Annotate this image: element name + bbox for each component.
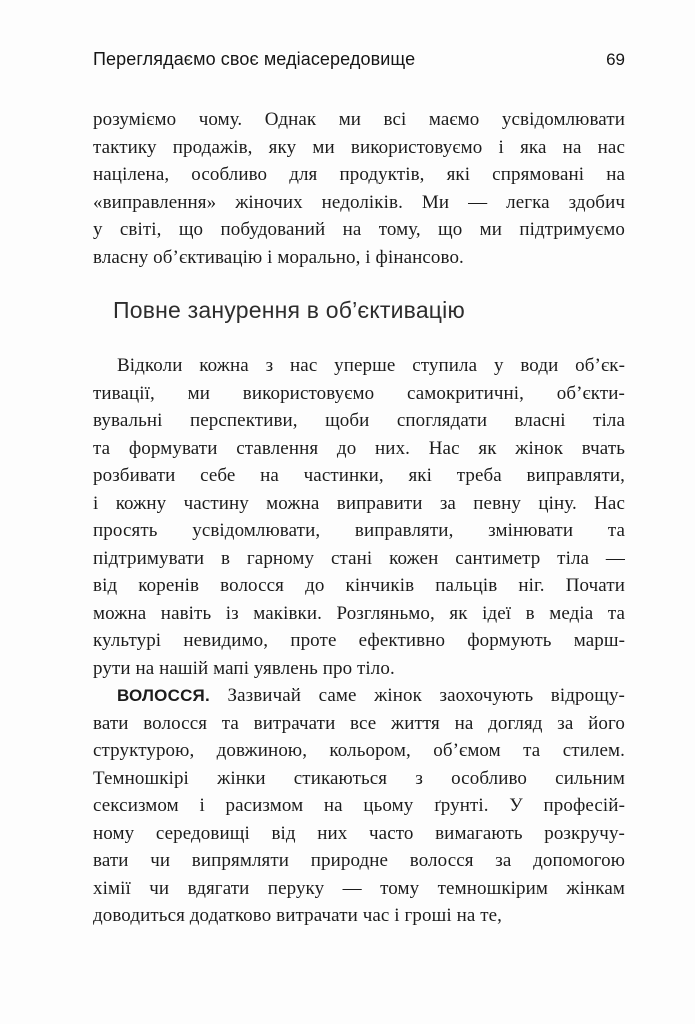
text-line: вати чи випрямляти природне волосся за допомогою bbox=[93, 850, 625, 871]
text-line: «виправлення» жіночих недоліків. Ми — легка здобич bbox=[93, 191, 625, 213]
text-line: та формувати ставлення до них. Нас як жінок вчать bbox=[93, 437, 625, 459]
running-title: Переглядаємо своє медіасередовище bbox=[93, 49, 416, 69]
text-line: Темношкірі жінки стикаються з особливо сильним bbox=[93, 767, 625, 789]
text-line: ВОЛОССЯ. Зазвичай саме жінок заохочують відрощу- bbox=[117, 685, 625, 706]
text-line: від коренів волосся до кінчиків пальців ніг. Почати bbox=[93, 575, 625, 596]
text-line: доводиться додатково витрачати час і гроші на те, bbox=[93, 905, 503, 926]
text-line: рути на нашій мапі уявлень про тіло. bbox=[93, 657, 395, 679]
paragraph bbox=[93, 682, 625, 930]
text-line: можна навіть із маківки. Розгляньмо, як ідеї в медіа та bbox=[93, 602, 625, 624]
text-line: тивації, ми використовуємо самокритичні, об’єкти- bbox=[93, 382, 625, 404]
paragraph-lead-bold: ВОЛОССЯ. bbox=[117, 686, 210, 705]
text-line: і кожну частину можна виправити за певну ціну. Нас bbox=[93, 492, 625, 514]
text-line: розуміємо чому. Однак ми всі маємо усвідомлювати bbox=[93, 109, 625, 130]
section-heading: Повне занурення в об’єктивацію bbox=[113, 297, 465, 323]
text-line: хімії чи вдягати перуку — тому темношкірим жінкам bbox=[93, 877, 625, 899]
text-line: просять усвідомлювати, виправляти, змінювати та bbox=[93, 520, 625, 541]
paragraph bbox=[93, 106, 625, 271]
paragraphs-before-heading bbox=[93, 106, 625, 271]
text-line: у світі, що побудований на тому, що ми підтримуємо bbox=[93, 219, 625, 240]
paragraph bbox=[93, 352, 625, 682]
page-header bbox=[93, 48, 625, 71]
text-line: націлена, особливо для продуктів, які спрямовані на bbox=[93, 164, 625, 185]
text-line: структурою, довжиною, кольором, об’ємом та стилем. bbox=[93, 740, 625, 761]
text-line: підтримувати в гарному стані кожен сантиметр тіла — bbox=[93, 547, 625, 569]
paragraphs-after-heading bbox=[93, 352, 625, 930]
text-line: культурі невидимо, проте ефективно формують марш- bbox=[93, 630, 625, 651]
text-line: розбивати себе на частинки, які треба виправляти, bbox=[93, 465, 625, 486]
text-line: Відколи кожна з нас уперше ступила у води об’єк- bbox=[117, 355, 625, 376]
page-number: 69 bbox=[606, 50, 625, 69]
text-line: вувальні перспективи, щоби споглядати власні тіла bbox=[93, 410, 625, 431]
text-body bbox=[93, 106, 625, 930]
text-line: тактику продажів, яку ми використовуємо і яка на нас bbox=[93, 136, 625, 158]
text-line: вати волосся та витрачати все життя на догляд за його bbox=[93, 712, 625, 734]
text-line: ному середовищі від них часто вимагають розкручу- bbox=[93, 822, 625, 844]
text-line: власну об’єктивацію і морально, і фінансово. bbox=[93, 246, 464, 268]
text-line: сексизмом і расизмом на цьому ґрунті. У професій- bbox=[93, 795, 625, 816]
